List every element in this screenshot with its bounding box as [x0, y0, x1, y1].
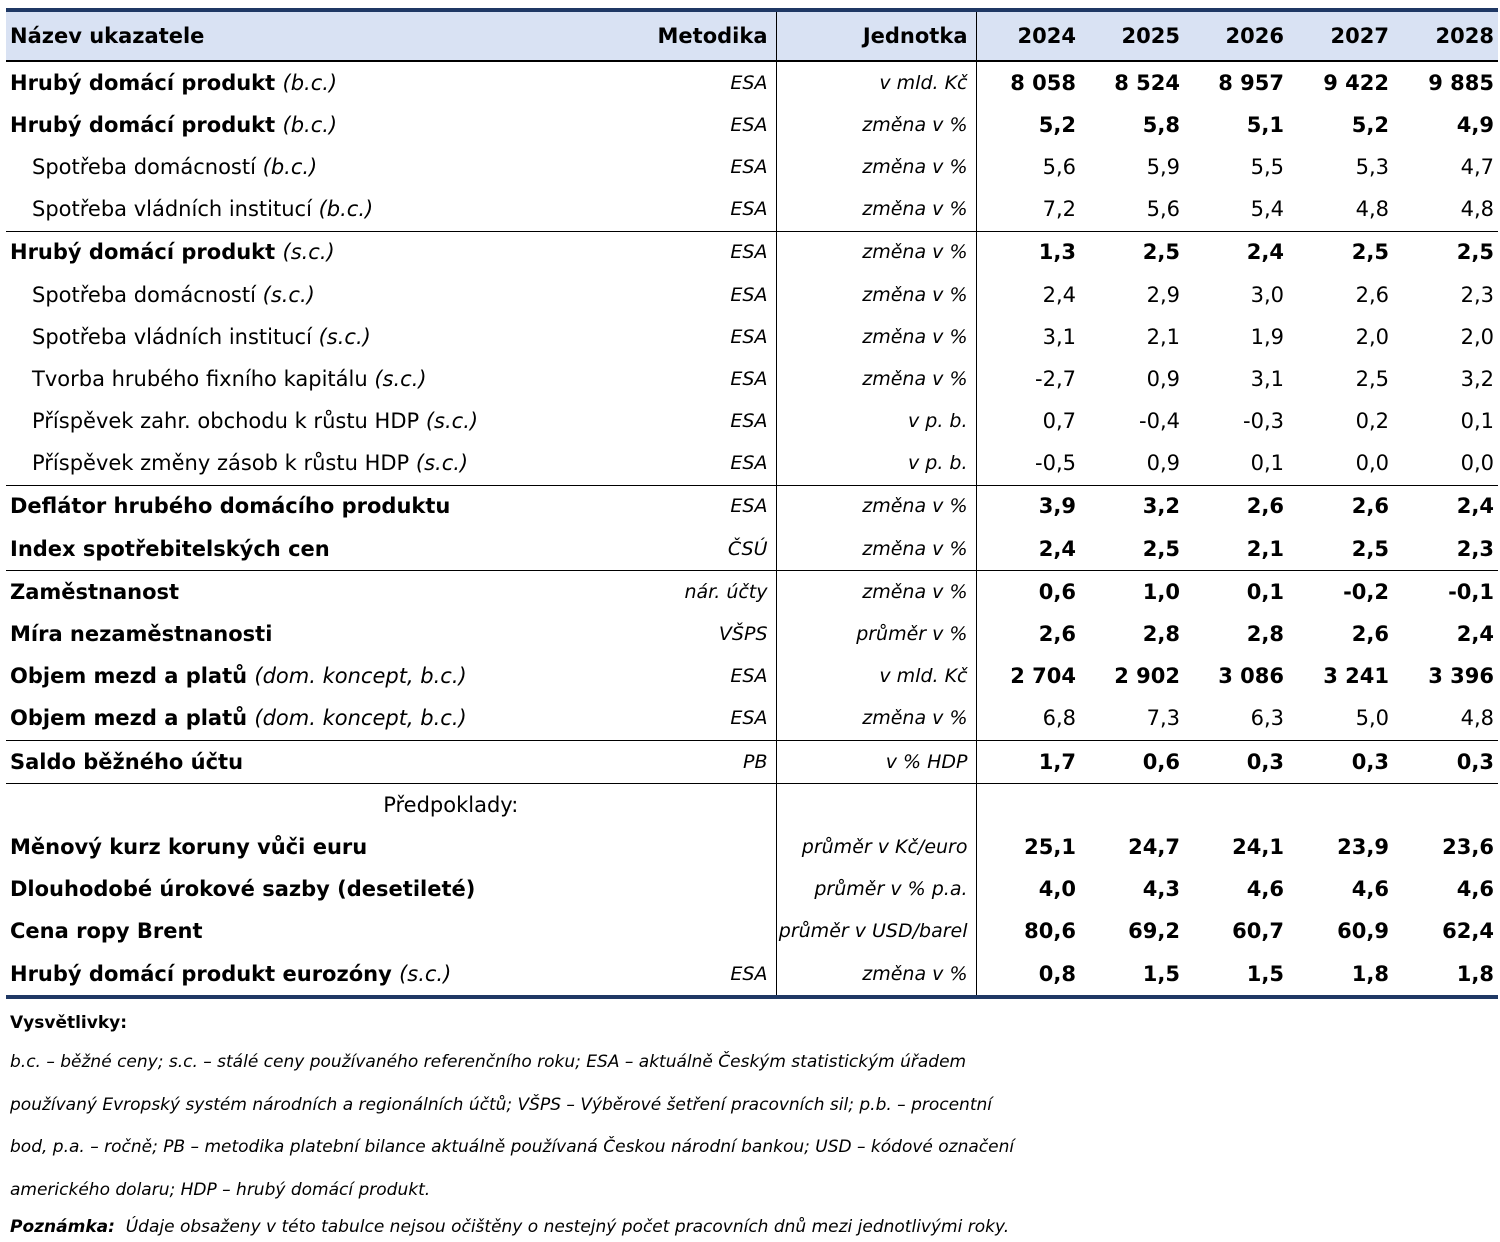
- indicator-name: Příspěvek zahr. obchodu k růstu HDP: [32, 409, 420, 434]
- indicator-name-cell: [6, 698, 574, 741]
- indicator-qualifier: (dom. koncept, b.c.): [254, 706, 467, 731]
- indicator-name-cell: [6, 274, 574, 316]
- value-cell: 2,6: [1246, 494, 1284, 519]
- value-cell: 1,9: [1250, 324, 1284, 349]
- value-cell: 4,7: [1460, 154, 1494, 179]
- value-cell: 62,4: [1442, 919, 1494, 944]
- indicator-name-cell: [6, 528, 574, 571]
- indicator-name-cell: [6, 231, 574, 274]
- value-cell: 2,4: [1456, 622, 1494, 647]
- indicator-qualifier: (s.c.): [374, 366, 427, 391]
- indicator-name: Objem mezd a platů: [10, 706, 248, 731]
- unit-cell: změna v %: [776, 274, 976, 316]
- indicator-name-cell: [6, 61, 574, 104]
- unit-cell: změna v %: [776, 485, 976, 528]
- notes-section: [6, 1013, 1498, 1241]
- value-cell: 5,3: [1355, 154, 1389, 179]
- value-cell: 2,0: [1460, 324, 1494, 349]
- indicator-name-cell: [6, 911, 574, 953]
- unit-cell: v p. b.: [776, 443, 976, 486]
- value-cell: 1,5: [1246, 961, 1284, 986]
- value-cell: 1,5: [1142, 961, 1180, 986]
- indicator-qualifier: (s.c.): [282, 240, 335, 265]
- table-row: [6, 401, 1498, 443]
- notes-line: b.c. – běžné ceny; s.c. – stálé ceny používaného referenčního roku; ESA – aktuálně Českým statistickým úřadem: [10, 1052, 967, 1073]
- value-cell: 1,8: [1351, 961, 1389, 986]
- value-cell: 1,0: [1142, 579, 1180, 604]
- table-row: [6, 741, 1498, 784]
- indicator-name: Hrubý domácí produkt: [10, 240, 276, 265]
- value-cell: 0,6: [1038, 579, 1076, 604]
- unit-cell: průměr v % p.a.: [776, 869, 976, 911]
- header-method: Metodika: [574, 10, 776, 61]
- value-cell: 2,4: [1456, 494, 1494, 519]
- value-cell: 4,0: [1038, 877, 1076, 902]
- value-cell: 60,7: [1232, 919, 1284, 944]
- unit-cell: změna v %: [776, 358, 976, 400]
- value-cell: 25,1: [1024, 834, 1076, 859]
- value-cell: 0,1: [1460, 409, 1494, 434]
- value-cell: 0,0: [1393, 443, 1498, 486]
- indicator-qualifier: (s.c.): [262, 282, 315, 307]
- value-cell: -0,2: [1343, 579, 1389, 604]
- notes-line: používaný Evropský systém národních a regionálních účtů; VŠPS – Výběrové šetření pracovních sil; p.b. – procentní: [10, 1094, 992, 1115]
- value-cell: 3,0: [1250, 282, 1284, 307]
- value-cell: 2,1: [1146, 324, 1180, 349]
- indicator-name: Příspěvek změny zásob k růstu HDP: [32, 451, 410, 476]
- value-cell: 5,5: [1250, 154, 1284, 179]
- indicator-name: Hrubý domácí produkt: [10, 70, 276, 95]
- indicator-name: Index spotřebitelských cen: [10, 536, 330, 561]
- value-cell: [1184, 784, 1288, 827]
- indicator-qualifier: (s.c.): [415, 451, 469, 476]
- value-cell: 0,3: [1288, 741, 1393, 784]
- value-cell: 2,9: [1146, 282, 1180, 307]
- table-row: [6, 316, 1498, 358]
- unit-cell: změna v %: [776, 316, 976, 358]
- remark-text: Údaje obsaženy v této tabulce nejsou očištěny o nestejný počet pracovních dnů mezi jednotlivými roky.: [125, 1216, 1010, 1237]
- value-cell: 5,2: [1038, 112, 1076, 137]
- value-cell: 3 086: [1218, 664, 1284, 689]
- unit-cell: změna v %: [776, 104, 976, 146]
- indicator-name-cell: [6, 189, 574, 232]
- method-cell: ESA: [574, 443, 776, 486]
- value-cell: 2 902: [1114, 664, 1180, 689]
- indicator-name-cell: [6, 104, 574, 146]
- table-row: [6, 953, 1498, 997]
- value-cell: 69,2: [1128, 919, 1180, 944]
- value-cell: 8 058: [1010, 70, 1076, 95]
- method-cell: VŠPS: [574, 613, 776, 655]
- unit-cell: průměr v USD/barel: [776, 911, 976, 953]
- table-row: [6, 61, 1498, 104]
- method-cell: ESA: [574, 358, 776, 400]
- value-cell: 8 524: [1114, 70, 1180, 95]
- indicator-name-cell: [6, 826, 574, 868]
- value-cell: 2,5: [1288, 528, 1393, 571]
- indicator-qualifier: (s.c.): [318, 324, 371, 349]
- value-cell: 5,6: [1080, 189, 1184, 232]
- table-row: [6, 189, 1498, 232]
- header-row: [6, 10, 1498, 61]
- indicator-name-cell: [6, 401, 574, 443]
- unit-cell: změna v %: [776, 953, 976, 997]
- value-cell: 2,6: [1351, 494, 1389, 519]
- unit-cell: změna v %: [776, 528, 976, 571]
- method-cell: ESA: [574, 189, 776, 232]
- indicator-name: Měnový kurz koruny vůči euru: [10, 834, 368, 859]
- value-cell: 5,8: [1142, 112, 1180, 137]
- unit-cell: změna v %: [776, 231, 976, 274]
- value-cell: 4,8: [1288, 189, 1393, 232]
- method-cell: ESA: [574, 316, 776, 358]
- table-row: [6, 869, 1498, 911]
- indicator-qualifier: (dom. koncept, b.c.): [254, 664, 467, 689]
- table-row: [6, 911, 1498, 953]
- method-cell: ČSÚ: [574, 528, 776, 571]
- value-cell: 7,3: [1080, 698, 1184, 741]
- indicator-name: Spotřeba vládních institucí: [32, 324, 312, 349]
- value-cell: 5,9: [1146, 154, 1180, 179]
- table-row: [6, 826, 1498, 868]
- value-cell: 4,6: [1456, 877, 1494, 902]
- value-cell: 0,3: [1184, 741, 1288, 784]
- indicator-name-cell: [6, 869, 574, 911]
- indicator-name: Spotřeba domácností: [32, 282, 256, 307]
- value-cell: 4,8: [1393, 698, 1498, 741]
- value-cell: 2 704: [1010, 664, 1076, 689]
- value-cell: -0,5: [976, 443, 1080, 486]
- method-cell: [574, 911, 776, 953]
- table-row: [6, 443, 1498, 486]
- value-cell: 3,1: [1250, 366, 1284, 391]
- value-cell: 2,1: [1184, 528, 1288, 571]
- value-cell: 1,8: [1456, 961, 1494, 986]
- value-cell: 6,8: [976, 698, 1080, 741]
- value-cell: 24,1: [1232, 834, 1284, 859]
- value-cell: 2,8: [1142, 622, 1180, 647]
- value-cell: 5,4: [1184, 189, 1288, 232]
- value-cell: 9 422: [1323, 70, 1389, 95]
- value-cell: 2,5: [1456, 240, 1494, 265]
- indicator-qualifier: (b.c.): [262, 154, 318, 179]
- unit-cell: změna v %: [776, 571, 976, 614]
- method-cell: PB: [574, 741, 776, 784]
- table-row: [6, 656, 1498, 698]
- method-cell: [574, 869, 776, 911]
- value-cell: 3,2: [1142, 494, 1180, 519]
- indicator-name: Spotřeba domácností: [32, 154, 256, 179]
- value-cell: 5,2: [1351, 112, 1389, 137]
- value-cell: 6,3: [1184, 698, 1288, 741]
- indicator-name-cell: [6, 443, 574, 486]
- value-cell: 80,6: [1024, 919, 1076, 944]
- indicator-name: Hrubý domácí produkt: [10, 112, 276, 137]
- value-cell: 8 957: [1218, 70, 1284, 95]
- value-cell: 60,9: [1337, 919, 1389, 944]
- unit-cell: změna v %: [776, 189, 976, 232]
- indicator-qualifier: (s.c.): [425, 409, 479, 434]
- header-year: 2028: [1393, 10, 1498, 61]
- value-cell: 2,5: [1080, 528, 1184, 571]
- value-cell: -2,7: [1035, 366, 1076, 391]
- value-cell: 4,6: [1246, 877, 1284, 902]
- indicator-name-cell: [6, 358, 574, 400]
- indicator-name-cell: [6, 316, 574, 358]
- unit-cell: průměr v Kč/euro: [776, 826, 976, 868]
- value-cell: 0,0: [1288, 443, 1393, 486]
- value-cell: 0,3: [1393, 741, 1498, 784]
- value-cell: [1393, 784, 1498, 827]
- indicator-qualifier: (s.c.): [399, 961, 452, 986]
- value-cell: 1,3: [1038, 240, 1076, 265]
- indicator-name-cell: [6, 741, 574, 784]
- method-cell: ESA: [574, 61, 776, 104]
- value-cell: 2,0: [1355, 324, 1389, 349]
- table-row: [6, 571, 1498, 614]
- method-cell: ESA: [574, 485, 776, 528]
- indicator-name: Objem mezd a platů: [10, 664, 248, 689]
- table-row: [6, 613, 1498, 655]
- value-cell: 3 396: [1428, 664, 1494, 689]
- method-cell: ESA: [574, 231, 776, 274]
- value-cell: 2,6: [1038, 622, 1076, 647]
- notes-line: amerického dolaru; HDP – hrubý domácí produkt.: [10, 1179, 431, 1200]
- value-cell: 0,7: [1042, 409, 1076, 434]
- notes-line: bod, p.a. – ročně; PB – metodika platební bilance aktuálně používaná Českou národní bankou; USD – kódové označení: [10, 1137, 1015, 1158]
- value-cell: 2,5: [1351, 240, 1389, 265]
- value-cell: [976, 784, 1080, 827]
- method-cell: nár. účty: [574, 571, 776, 614]
- remark-label: Poznámka:: [10, 1216, 115, 1237]
- method-cell: [574, 826, 776, 868]
- method-cell: ESA: [574, 401, 776, 443]
- forecast-table: [6, 8, 1498, 999]
- method-cell: ESA: [574, 953, 776, 997]
- method-cell: ESA: [574, 146, 776, 188]
- indicator-name: Deflátor hrubého domácího produktu: [10, 494, 451, 519]
- header-year: 2027: [1288, 10, 1393, 61]
- value-cell: 2,8: [1246, 622, 1284, 647]
- indicator-name: Míra nezaměstnanosti: [10, 622, 273, 647]
- value-cell: 2,6: [1351, 622, 1389, 647]
- method-cell: ESA: [574, 104, 776, 146]
- value-cell: 4,9: [1456, 112, 1494, 137]
- value-cell: 3,2: [1460, 366, 1494, 391]
- unit-cell: [776, 784, 976, 827]
- unit-cell: změna v %: [776, 146, 976, 188]
- indicator-name-cell: [6, 485, 574, 528]
- value-cell: 0,2: [1355, 409, 1389, 434]
- method-cell: ESA: [574, 698, 776, 741]
- value-cell: 7,2: [976, 189, 1080, 232]
- value-cell: 4,8: [1393, 189, 1498, 232]
- indicator-qualifier: (b.c.): [318, 197, 374, 222]
- indicator-name: Tvorba hrubého fixního kapitálu: [32, 366, 368, 391]
- assumptions-label: Předpoklady:: [6, 784, 776, 827]
- notes-heading: Vysvětlivky:: [10, 1013, 128, 1034]
- method-cell: ESA: [574, 274, 776, 316]
- header-name: Název ukazatele: [6, 10, 574, 61]
- value-cell: 3 241: [1323, 664, 1389, 689]
- indicator-name-cell: [6, 613, 574, 655]
- header-year: 2025: [1080, 10, 1184, 61]
- unit-cell: v % HDP: [776, 741, 976, 784]
- remark: [10, 1212, 1498, 1242]
- table-row: [6, 485, 1498, 528]
- value-cell: [1288, 784, 1393, 827]
- value-cell: 4,6: [1351, 877, 1389, 902]
- assumptions-label-row: [6, 784, 1498, 827]
- table-row: [6, 274, 1498, 316]
- value-cell: 3,1: [1042, 324, 1076, 349]
- indicator-name-cell: [6, 656, 574, 698]
- indicator-name: Zaměstnanost: [10, 579, 180, 604]
- indicator-name-cell: [6, 953, 574, 997]
- value-cell: -0,1: [1448, 579, 1494, 604]
- table-row: [6, 231, 1498, 274]
- value-cell: 23,9: [1337, 834, 1389, 859]
- value-cell: 9 885: [1428, 70, 1494, 95]
- indicator-name: Spotřeba vládních institucí: [32, 197, 312, 222]
- table-row: [6, 528, 1498, 571]
- table-row: [6, 698, 1498, 741]
- value-cell: 5,6: [1042, 154, 1076, 179]
- unit-cell: změna v %: [776, 698, 976, 741]
- value-cell: 4,3: [1142, 877, 1180, 902]
- value-cell: 0,1: [1246, 579, 1284, 604]
- table-row: [6, 104, 1498, 146]
- value-cell: 24,7: [1128, 834, 1180, 859]
- indicator-name-cell: [6, 146, 574, 188]
- indicator-name: Hrubý domácí produkt eurozóny: [10, 961, 392, 986]
- value-cell: 0,9: [1080, 443, 1184, 486]
- document: [6, 8, 1498, 1242]
- indicator-qualifier: (b.c.): [282, 70, 338, 95]
- value-cell: [1080, 784, 1184, 827]
- value-cell: 2,4: [1246, 240, 1284, 265]
- indicator-qualifier: (b.c.): [282, 112, 338, 137]
- value-cell: -0,4: [1139, 409, 1180, 434]
- value-cell: 2,5: [1142, 240, 1180, 265]
- value-cell: 23,6: [1442, 834, 1494, 859]
- value-cell: 0,6: [1080, 741, 1184, 784]
- value-cell: 1,7: [976, 741, 1080, 784]
- value-cell: 2,3: [1393, 528, 1498, 571]
- value-cell: 5,0: [1288, 698, 1393, 741]
- value-cell: 5,1: [1246, 112, 1284, 137]
- header-unit: Jednotka: [776, 10, 976, 61]
- indicator-name: Cena ropy Brent: [10, 919, 203, 944]
- value-cell: 2,3: [1460, 282, 1494, 307]
- value-cell: -0,3: [1243, 409, 1284, 434]
- unit-cell: v mld. Kč: [776, 61, 976, 104]
- method-cell: ESA: [574, 656, 776, 698]
- table-row: [6, 146, 1498, 188]
- unit-cell: průměr v %: [776, 613, 976, 655]
- indicator-name: Dlouhodobé úrokové sazby (desetileté): [10, 877, 476, 902]
- value-cell: 0,8: [1038, 961, 1076, 986]
- value-cell: 2,4: [976, 528, 1080, 571]
- value-cell: 2,6: [1355, 282, 1389, 307]
- value-cell: 0,9: [1146, 366, 1180, 391]
- indicator-name: Saldo běžného účtu: [10, 749, 244, 774]
- indicator-name-cell: [6, 571, 574, 614]
- unit-cell: v mld. Kč: [776, 656, 976, 698]
- header-year: 2026: [1184, 10, 1288, 61]
- unit-cell: v p. b.: [776, 401, 976, 443]
- value-cell: 3,9: [1038, 494, 1076, 519]
- value-cell: 2,5: [1355, 366, 1389, 391]
- value-cell: 0,1: [1184, 443, 1288, 486]
- table-row: [6, 358, 1498, 400]
- header-year: 2024: [976, 10, 1080, 61]
- value-cell: 2,4: [1042, 282, 1076, 307]
